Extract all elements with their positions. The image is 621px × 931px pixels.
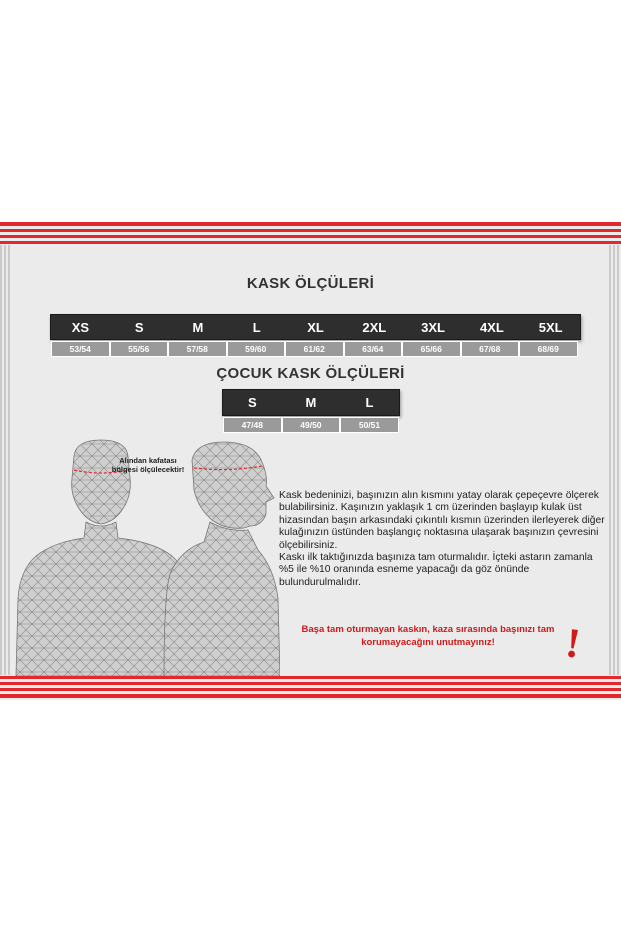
size-label: 3XL xyxy=(421,319,445,335)
size-label: 4XL xyxy=(479,319,504,335)
measure-value: 61/62 xyxy=(285,341,344,357)
measure-value: 59/60 xyxy=(227,341,286,357)
warning-text: Başa tam oturmayan kaskın, kaza sırasında başınızı tam korumayacağını unutmayınız! xyxy=(301,624,555,648)
measure-value: 47/48 xyxy=(223,417,282,433)
measure-value: 67/68 xyxy=(461,341,520,357)
measure-value: 53/54 xyxy=(51,341,110,357)
bottom-stripe-2 xyxy=(0,682,621,685)
size-label: XL xyxy=(307,319,324,335)
top-stripe-1 xyxy=(0,222,621,226)
top-stripe-3 xyxy=(0,235,621,238)
size-label: L xyxy=(365,395,374,410)
size-label: S xyxy=(134,319,144,335)
top-stripe-2 xyxy=(0,229,621,232)
measure-value: 57/58 xyxy=(168,341,227,357)
instructions-paragraph: Kaskı ilk taktığınızda başınıza tam oturmalıdır. İçteki astarın zamanla %5 ile %10 oranında esneme yapacağı da göz önünde bulundurulmalıdır. xyxy=(279,552,593,588)
side-head-figure xyxy=(162,438,280,676)
measure-value: 68/69 xyxy=(519,341,578,357)
bottom-stripe-3 xyxy=(0,688,621,691)
child-measure-row xyxy=(223,417,399,433)
size-label: S xyxy=(247,395,257,410)
adult-measure-row xyxy=(51,341,578,357)
measure-value: 63/64 xyxy=(344,341,403,357)
exclamation-icon: ! xyxy=(562,620,584,668)
size-label: M xyxy=(305,395,317,410)
measurement-instructions xyxy=(279,490,609,589)
bottom-stripe-1 xyxy=(0,676,621,679)
size-label: 5XL xyxy=(538,319,563,335)
bottom-stripe-4 xyxy=(0,694,621,698)
right-side-stripes xyxy=(609,245,621,675)
measure-callout: Alından kafatası bölgesi ölçülecektir! xyxy=(111,456,185,474)
size-label: M xyxy=(192,319,204,335)
measure-value: 50/51 xyxy=(340,417,399,433)
measure-value: 49/50 xyxy=(282,417,341,433)
top-stripe-4 xyxy=(0,241,621,244)
child-size-row xyxy=(222,389,400,416)
instructions-paragraph: Kask bedeninizi, başınızın alın kısmını yatay olarak çepeçevre ölçerek bulabilirsiniz. Kaşınızın yaklaşık 1 cm üzerinden başlayıp kulak üst hizasından başın arkasındaki çıkıntılı kısmın üzerinden ilerleyerek diğer kulağınızın üstünden başlangıç noktasına ulaşarak başınızın çevresini ölçebilirsiniz. xyxy=(279,490,605,551)
adult-size-title: KASK ÖLÇÜLERİ xyxy=(246,275,375,292)
measure-value: 55/56 xyxy=(110,341,169,357)
left-side-stripes xyxy=(0,245,12,675)
size-label: XS xyxy=(71,319,90,335)
size-label: L xyxy=(252,319,261,335)
measure-value: 65/66 xyxy=(402,341,461,357)
child-size-title: ÇOCUK KASK ÖLÇÜLERİ xyxy=(216,365,405,382)
adult-size-row xyxy=(50,314,581,340)
size-label: 2XL xyxy=(362,319,387,335)
